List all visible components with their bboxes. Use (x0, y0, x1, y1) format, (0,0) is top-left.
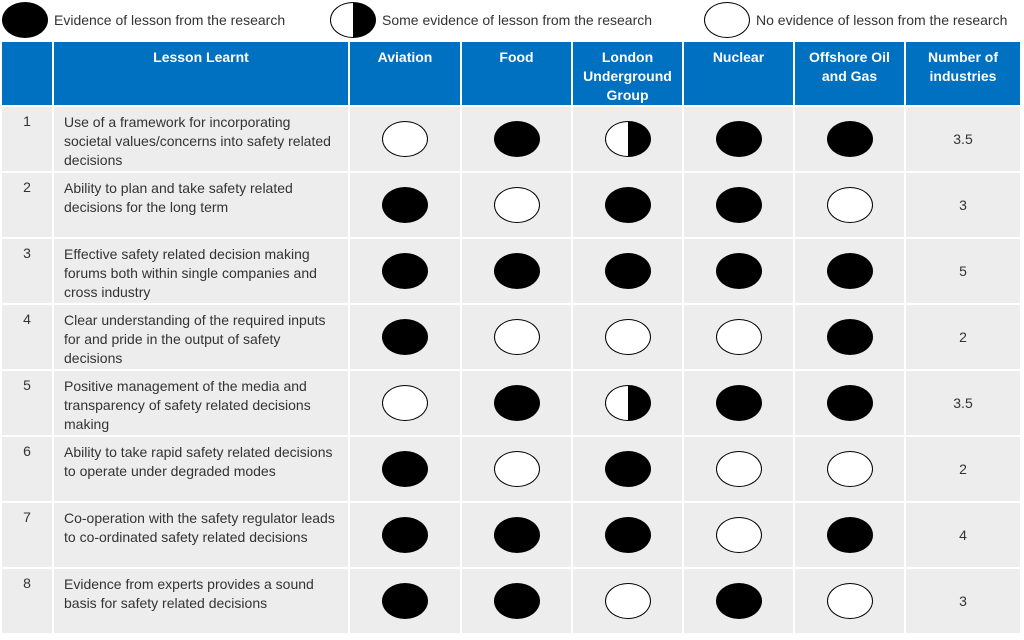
no-evidence-icon (716, 319, 762, 355)
cell-london-underground-group (573, 501, 684, 567)
row-number: 7 (2, 501, 54, 567)
legend-half (330, 0, 652, 40)
header-lesson: Lesson Learnt (54, 42, 350, 105)
half-evidence-icon (605, 121, 651, 157)
cell-food (462, 237, 573, 303)
row-number: 8 (2, 567, 54, 633)
row-number: 4 (2, 303, 54, 369)
header-nuclear: Nuclear (684, 42, 795, 105)
no-evidence-icon (382, 121, 428, 157)
lessons-table (2, 42, 1020, 633)
no-evidence-icon (827, 187, 873, 223)
full-evidence-icon (716, 121, 762, 157)
industry-count: 4 (906, 501, 1020, 567)
table-row (2, 501, 1020, 567)
full-evidence-icon (827, 319, 873, 355)
industry-count: 3.5 (906, 369, 1020, 435)
no-evidence-icon (494, 451, 540, 487)
cell-london-underground-group (573, 435, 684, 501)
cell-offshore-oil-and-gas (795, 567, 906, 633)
row-number: 3 (2, 237, 54, 303)
legend (0, 0, 1024, 42)
legend-full (2, 0, 285, 40)
cell-food (462, 171, 573, 237)
cell-food (462, 501, 573, 567)
table-row (2, 105, 1020, 171)
cell-nuclear (684, 303, 795, 369)
cell-london-underground-group (573, 105, 684, 171)
industry-count: 3 (906, 171, 1020, 237)
table-row (2, 567, 1020, 633)
legend-half-label: Some evidence of lesson from the research (382, 12, 653, 28)
full-evidence-icon (494, 517, 540, 553)
full-evidence-icon (827, 121, 873, 157)
header-london-underground-group: London Underground Group (573, 42, 684, 105)
no-evidence-icon (827, 451, 873, 487)
full-evidence-icon (827, 517, 873, 553)
industry-count: 5 (906, 237, 1020, 303)
full-evidence-icon (605, 517, 651, 553)
cell-london-underground-group (573, 567, 684, 633)
industry-count: 3.5 (906, 105, 1020, 171)
cell-nuclear (684, 237, 795, 303)
industry-count: 2 (906, 435, 1020, 501)
header-offshore-oil-and-gas: Offshore Oil and Gas (795, 42, 906, 105)
table-row (2, 435, 1020, 501)
cell-food (462, 369, 573, 435)
cell-offshore-oil-and-gas (795, 105, 906, 171)
cell-food (462, 105, 573, 171)
full-evidence-icon (494, 385, 540, 421)
cell-food (462, 303, 573, 369)
full-evidence-icon (716, 385, 762, 421)
cell-nuclear (684, 369, 795, 435)
cell-nuclear (684, 435, 795, 501)
half-evidence-icon (330, 2, 376, 38)
cell-aviation (350, 435, 462, 501)
row-number: 2 (2, 171, 54, 237)
full-evidence-icon (716, 583, 762, 619)
row-number: 6 (2, 435, 54, 501)
header-number-of-industries: Number of industries (906, 42, 1020, 105)
cell-food (462, 435, 573, 501)
cell-offshore-oil-and-gas (795, 501, 906, 567)
full-evidence-icon (827, 385, 873, 421)
full-evidence-icon (716, 187, 762, 223)
cell-london-underground-group (573, 303, 684, 369)
header-number (2, 42, 54, 105)
full-evidence-icon (605, 451, 651, 487)
lesson-text: Positive management of the media and transparency of safety related decisions making (54, 369, 350, 435)
no-evidence-icon (716, 517, 762, 553)
cell-nuclear (684, 501, 795, 567)
lesson-text: Effective safety related decision making forums both within single companies and cross industry (54, 237, 350, 303)
header-food: Food (462, 42, 573, 105)
cell-offshore-oil-and-gas (795, 171, 906, 237)
cell-nuclear (684, 567, 795, 633)
full-evidence-icon (605, 187, 651, 223)
lesson-text: Use of a framework for incorporating societal values/concerns into safety related decisions (54, 105, 350, 171)
full-evidence-icon (382, 517, 428, 553)
cell-london-underground-group (573, 369, 684, 435)
full-evidence-icon (2, 2, 48, 38)
full-evidence-icon (494, 253, 540, 289)
industry-count: 2 (906, 303, 1020, 369)
cell-offshore-oil-and-gas (795, 303, 906, 369)
full-evidence-icon (494, 121, 540, 157)
cell-aviation (350, 567, 462, 633)
full-evidence-icon (716, 253, 762, 289)
table-row (2, 369, 1020, 435)
no-evidence-icon (494, 319, 540, 355)
header-aviation: Aviation (350, 42, 462, 105)
cell-food (462, 567, 573, 633)
no-evidence-icon (827, 583, 873, 619)
lesson-text: Ability to plan and take safety related decisions for the long term (54, 171, 350, 237)
no-evidence-icon (494, 187, 540, 223)
full-evidence-icon (605, 253, 651, 289)
cell-aviation (350, 369, 462, 435)
header-row (2, 42, 1020, 105)
table-row (2, 303, 1020, 369)
row-number: 5 (2, 369, 54, 435)
no-evidence-icon (605, 583, 651, 619)
cell-aviation (350, 237, 462, 303)
no-evidence-icon (704, 2, 750, 38)
cell-aviation (350, 303, 462, 369)
cell-nuclear (684, 171, 795, 237)
cell-london-underground-group (573, 237, 684, 303)
cell-offshore-oil-and-gas (795, 435, 906, 501)
legend-none-label: No evidence of lesson from the research (756, 12, 1008, 28)
half-evidence-icon (605, 385, 651, 421)
full-evidence-icon (382, 319, 428, 355)
no-evidence-icon (716, 451, 762, 487)
full-evidence-icon (382, 253, 428, 289)
lesson-text: Evidence from experts provides a sound basis for safety related decisions (54, 567, 350, 633)
legend-none (704, 0, 1007, 40)
cell-aviation (350, 105, 462, 171)
table-row (2, 237, 1020, 303)
industry-count: 3 (906, 567, 1020, 633)
full-evidence-icon (382, 583, 428, 619)
cell-offshore-oil-and-gas (795, 369, 906, 435)
cell-aviation (350, 171, 462, 237)
lesson-text: Ability to take rapid safety related decisions to operate under degraded modes (54, 435, 350, 501)
lesson-text: Co-operation with the safety regulator leads to co-ordinated safety related decisions (54, 501, 350, 567)
full-evidence-icon (827, 253, 873, 289)
full-evidence-icon (382, 187, 428, 223)
table-row (2, 171, 1020, 237)
cell-aviation (350, 501, 462, 567)
full-evidence-icon (494, 583, 540, 619)
no-evidence-icon (605, 319, 651, 355)
cell-offshore-oil-and-gas (795, 237, 906, 303)
cell-london-underground-group (573, 171, 684, 237)
lesson-text: Clear understanding of the required inputs for and pride in the output of safety decisions (54, 303, 350, 369)
full-evidence-icon (382, 451, 428, 487)
no-evidence-icon (382, 385, 428, 421)
cell-nuclear (684, 105, 795, 171)
legend-full-label: Evidence of lesson from the research (54, 12, 286, 28)
row-number: 1 (2, 105, 54, 171)
